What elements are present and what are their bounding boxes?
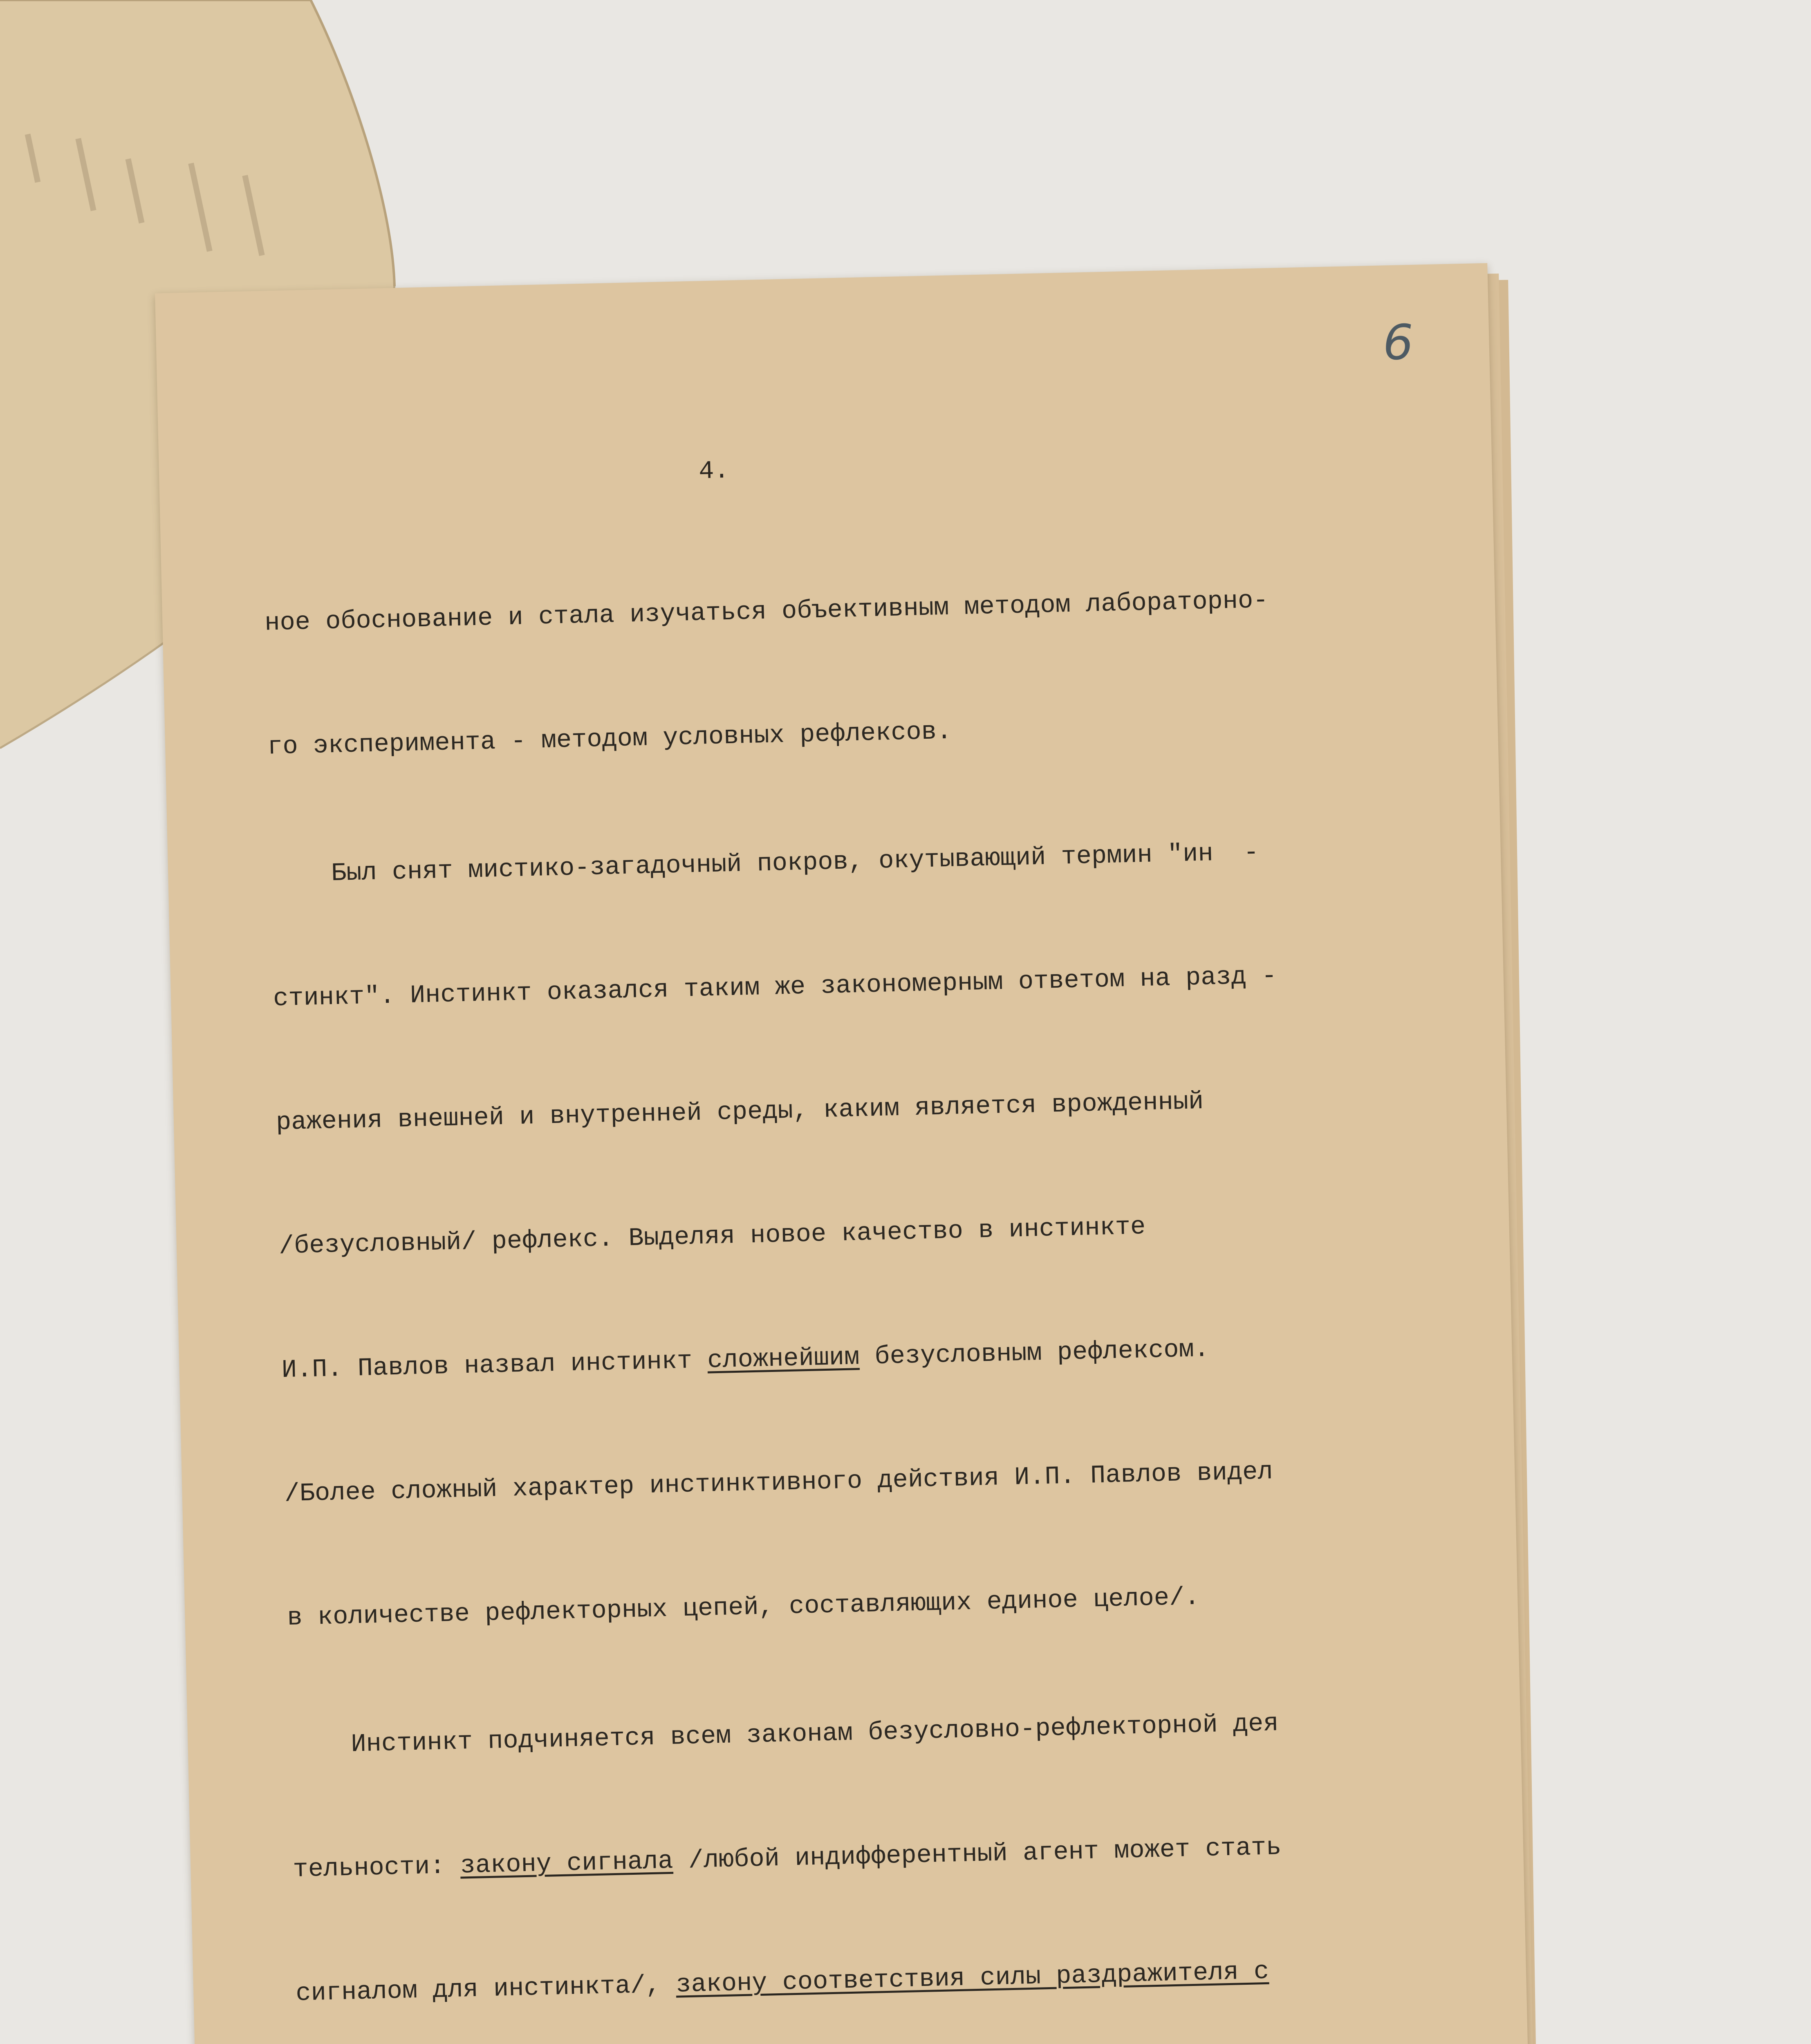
page-number: 4. [698, 456, 730, 486]
text-line: И.П. Павлов назвал инстинкт сложнейшим безусловным рефлексом. [281, 1334, 1210, 1385]
text-line: /безусловный/ рефлекс. Выделяя новое качество в инстинкте [278, 1212, 1146, 1261]
text-line: /Более сложный характер инстинктивного действия И.П. Павлов видел [284, 1457, 1273, 1509]
body-text [262, 494, 1523, 2044]
underlined-term: сложнейшим [707, 1342, 860, 1375]
text-line: в количестве рефлекторных цепей, составляющих единое целое/. [287, 1582, 1200, 1633]
underlined-term: закону соответствия силы раздражителя с [675, 1957, 1269, 1999]
typewritten-page [155, 263, 1529, 2044]
text-line: Был снят мистико-загадочный покров, окутывающий термин "ин - [270, 838, 1259, 890]
text-line: тельности: закону сигнала /любой индифферентный агент может стать [292, 1833, 1282, 1884]
handwritten-sheet-number: 6 [1382, 314, 1414, 371]
text-line: Инстинкт подчиняется всем законам безусловно-рефлекторной дея [289, 1709, 1279, 1760]
text-line: го эксперимента - методом условных рефлексов. [267, 717, 952, 762]
text-line: ражения внешней и внутренней среды, каким является врожденный [276, 1087, 1204, 1137]
text-line: ное обоснование и стала изучаться объективным методом лабораторно- [264, 585, 1269, 638]
text-line: сигналом для инстинкта/, закону соответствия силы раздражителя с [295, 1957, 1269, 2008]
underlined-term: закону сигнала [459, 1846, 674, 1880]
text-line: стинкт". Инстинкт оказался таким же закономерным ответом на разд - [273, 961, 1278, 1013]
